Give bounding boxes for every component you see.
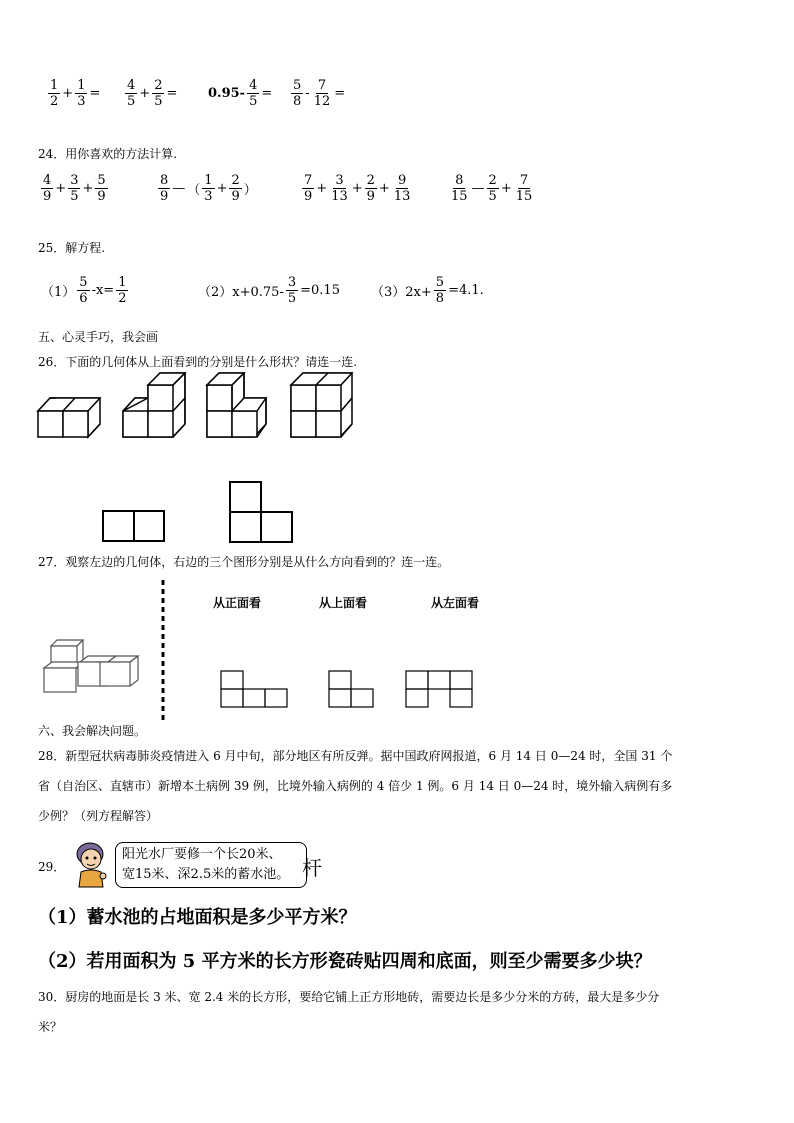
q30-line-2: 米？: [38, 1020, 63, 1034]
section-5-heading: 五、心灵手巧，我会画: [38, 330, 159, 344]
q29-sub-1: （1）蓄水池的占地面积是多少平方米？: [38, 907, 357, 928]
q24-title: 24．用你喜欢的方法计算.: [38, 147, 178, 161]
solid-2: [123, 373, 185, 437]
q24-expr-4: $\frac{8}{15}$ — $\frac{2}{5}$ + $\frac{7}{15}$: [451, 173, 533, 204]
bubble-line-2: 宽15米、深2.5米的蓄水池。: [122, 867, 290, 882]
section-6-heading: 六、我会解决问题。: [38, 724, 147, 738]
q27-title: 27．观察左边的几何体，右边的三个图形分别是从什么方向看到的？连一连。: [38, 555, 450, 569]
fraction: $\frac{1}{2}$: [50, 78, 59, 109]
speech-bubble: [115, 842, 307, 888]
q26-title: 26．下面的几何体从上面看到的分别是什么形状？请连一连.: [38, 355, 358, 369]
calc-row-4: $\frac{5}{8}$ - $\frac{7}{12}$ =: [293, 78, 346, 109]
q25-eq-1: （1） $\frac{5}{6}$ -x= $\frac{1}{2}$: [41, 275, 127, 306]
q29-number: 29．: [38, 860, 66, 874]
q28-line-3: 少例？（列方程解答）: [38, 809, 159, 823]
solid-4: [291, 373, 352, 437]
q27-figures: [0, 570, 794, 730]
calc-row-2: $\frac{4}{5}$ + $\frac{2}{5}$ =: [127, 78, 178, 109]
q24-expr-3: $\frac{7}{9}$ + $\frac{3}{13}$ + $\frac{2}{9}$ + $\frac{9}{13}$: [304, 173, 411, 204]
label-front-view: 从正面看: [213, 596, 262, 610]
calc-row-3: 0.95- $\frac{4}{5}$ =: [208, 78, 273, 109]
q24-expr-1: $\frac{4}{9}$ + $\frac{3}{5}$ + $\frac{5}{9}$: [43, 173, 106, 204]
view-a: [221, 671, 287, 707]
q29-sub-2: （2）若用面积为 5 平方米的长方形瓷砖贴四周和底面，则至少需要多少块？: [38, 951, 652, 972]
q25-eq-2: （2）x+0.75- $\frac{3}{5}$ =0.15: [198, 275, 340, 306]
solid-3: [207, 373, 266, 437]
top-view-1: [103, 511, 164, 541]
bubble-line-1: 阳光水厂要修一个长20米、: [122, 847, 282, 862]
q24-expr-2: $\frac{8}{9}$ — （ $\frac{1}{3}$ + $\frac{2}{9}$ ）: [160, 173, 257, 204]
calc-row-1: $\frac{1}{2}$ + $\frac{1}{3}$ =: [50, 78, 101, 109]
view-b: [329, 671, 373, 707]
stray-glyph: 杆: [302, 856, 322, 880]
q25-eq-3: （3）2x+ $\frac{5}{8}$ =4.1.: [371, 275, 484, 306]
q27-views: [221, 671, 472, 707]
solid-1: [38, 398, 100, 437]
fraction: $\frac{1}{3}$: [77, 78, 86, 109]
q27-solid: [44, 640, 138, 692]
label-left-view: 从左面看: [431, 596, 480, 610]
boy-avatar-icon: [70, 840, 112, 888]
q28-line-2: 省（自治区、直辖市）新增本土病例 39 例，比境外输入病例的 4 倍少 1 例。6 月 14 日 0—24 时，境外输入病例有多: [38, 779, 673, 793]
view-c: [406, 671, 472, 707]
label-top-view: 从上面看: [319, 596, 368, 610]
top-view-2: [230, 482, 292, 542]
q26-solids: [0, 0, 794, 560]
top-views: [103, 482, 292, 542]
q25-title: 25．解方程.: [38, 241, 106, 255]
q30-line-1: 30．厨房的地面是长 3 米、宽 2.4 米的长方形，要给它铺上正方形地砖，需要边长是多少分米的方砖，最大是多少分: [38, 990, 660, 1004]
q28-line-1: 28．新型冠状病毒肺炎疫情进入 6 月中旬，部分地区有所反弹。据中国政府网报道，6 月 14 日 0—24 时，全国 31 个: [38, 749, 673, 763]
